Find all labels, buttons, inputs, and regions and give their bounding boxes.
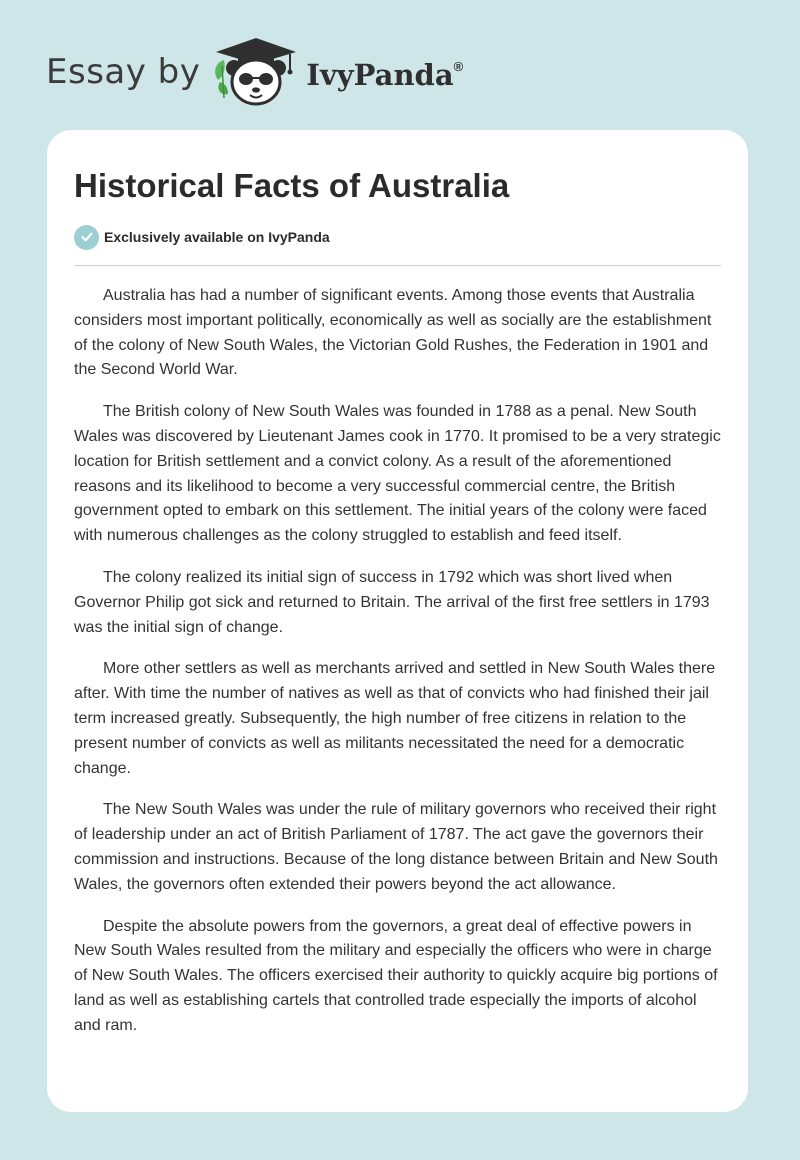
paragraph: Despite the absolute powers from the governors, a great deal of effective powers in New South Wales resulted from the military and especially the officers who were in charge of New South Wales. The officers exercised their authority to quickly acquire big portions of land as well as establishing cartels that controlled trade especially the imports of alcohol and ram. <box>74 917 718 1034</box>
panda-graduate-icon <box>210 36 302 108</box>
paragraph: Australia has had a number of significant events. Among those events that Australia considers most important politically, economically as well as socially are the establishment of the colony of New South Wales, the Victorian Gold Rushes, the Federation in 1901 and the Second World War. <box>74 287 712 379</box>
exclusive-badge <box>74 224 721 250</box>
essay-card <box>47 130 748 1112</box>
registered-mark: ® <box>453 59 464 74</box>
brand-name <box>306 58 463 92</box>
exclusive-label: Exclusively available on IvyPanda <box>104 229 330 245</box>
paragraph: The New South Wales was under the rule of military governors who received their right of leadership under an act of British Parliament of 1787. The act gave the governors their commission and instructions. Because of the long distance between Britain and New South Wales, the governors often extended their powers beyond the act allowance. <box>74 801 718 893</box>
brand-text: IvyPanda <box>306 58 454 92</box>
divider <box>74 265 721 266</box>
check-circle-icon <box>74 225 99 250</box>
page-title: Historical Facts of Australia <box>74 167 510 204</box>
paragraph: The colony realized its initial sign of success in 1792 which was short lived when Governor Philip got sick and returned to Britain. The arrival of the first free settlers in 1793 was the initial sign of change. <box>74 568 710 636</box>
site-header <box>46 36 506 108</box>
paragraph: More other settlers as well as merchants arrived and settled in New South Wales there after. With time the number of natives as well as that of convicts who had finished their jail term increased greatly. Subsequently, the high number of free citizens in relation to the present number of convicts as well as militants necessitated the need for a democratic change. <box>74 660 716 777</box>
paragraph: The British colony of New South Wales was founded in 1788 as a penal. New South Wales was discovered by Lieutenant James cook in 1770. It promised to be a very strategic location for British settlement and a convict colony. As a result of the aforementioned reasons and its likelihood to become a very successful commercial centre, the British government opted to embark on this settlement. The initial years of the colony were faced with numerous challenges as the colony struggled to establish and feed itself. <box>74 403 721 545</box>
essay-body <box>74 284 721 1039</box>
essay-by-label: Essay by <box>46 52 201 92</box>
